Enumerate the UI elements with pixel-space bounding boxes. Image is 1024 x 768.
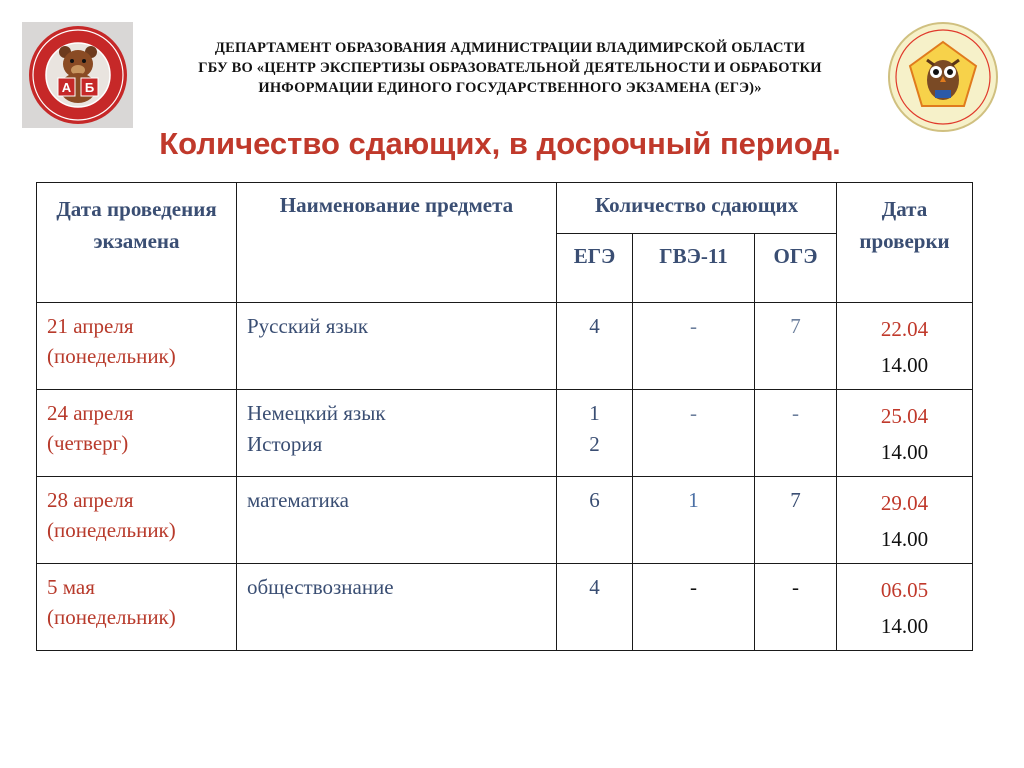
check-date: 25.04 <box>880 404 929 428</box>
exam-weekday: (понедельник) <box>47 518 176 542</box>
ege-count: 4 <box>557 303 633 390</box>
subject-cell <box>237 303 557 390</box>
check-time: 14.00 <box>880 527 929 551</box>
header-participant-count: Количество сдающих <box>557 183 837 234</box>
expertise-center-logo <box>880 20 1006 134</box>
header-ege: ЕГЭ <box>557 234 633 303</box>
header-exam-date: Дата проведения экзамена <box>37 183 237 303</box>
table-row <box>37 564 973 651</box>
header-subject: Наименование предмета <box>237 183 557 303</box>
exam-date: 5 мая <box>47 575 95 599</box>
department-emblem-icon <box>22 22 133 128</box>
gve-count: - <box>633 564 755 651</box>
subject-cell <box>237 477 557 564</box>
header-gve: ГВЭ-11 <box>633 234 755 303</box>
check-date: 29.04 <box>880 491 929 515</box>
check-time: 14.00 <box>880 440 929 464</box>
exam-date-cell <box>37 564 237 651</box>
table-row <box>37 390 973 477</box>
exam-weekday: (понедельник) <box>47 344 176 368</box>
exam-date-cell <box>37 303 237 390</box>
check-date: 22.04 <box>880 317 929 341</box>
owl-icon <box>880 20 1006 134</box>
exam-weekday: (понедельник) <box>47 605 176 629</box>
check-date: 06.05 <box>880 578 929 602</box>
gve-count: - <box>633 303 755 390</box>
ege-count: 1 <box>589 401 600 425</box>
check-cell <box>837 477 973 564</box>
subject-name: математика <box>247 488 349 512</box>
exam-date: 24 апреля <box>47 401 134 425</box>
check-cell <box>837 390 973 477</box>
svg-text:А: А <box>61 80 72 95</box>
subject-cell <box>237 564 557 651</box>
exam-date: 28 апреля <box>47 488 134 512</box>
exam-weekday: (четверг) <box>47 431 129 455</box>
department-logo <box>22 22 133 128</box>
exam-schedule-table <box>36 182 973 651</box>
table-row <box>37 303 973 390</box>
check-time: 14.00 <box>880 614 929 638</box>
subject-cell <box>237 390 557 477</box>
oge-count: 7 <box>755 477 837 564</box>
check-time: 14.00 <box>880 353 929 377</box>
organization-header <box>145 38 875 98</box>
ege-count-cell <box>557 390 633 477</box>
ege-count: 6 <box>557 477 633 564</box>
svg-text:Б: Б <box>84 80 95 95</box>
header-line-2: ГБУ ВО «ЦЕНТР ЭКСПЕРТИЗЫ ОБРАЗОВАТЕЛЬНОЙ ДЕЯТЕЛЬНОСТИ И ОБРАБОТКИ <box>198 60 822 76</box>
table-row <box>37 477 973 564</box>
oge-count: - <box>755 390 837 477</box>
header-line-1: ДЕПАРТАМЕНТ ОБРАЗОВАНИЯ АДМИНИСТРАЦИИ ВЛАДИМИРСКОЙ ОБЛАСТИ <box>214 40 806 56</box>
gve-count: - <box>633 390 755 477</box>
check-cell <box>837 303 973 390</box>
ege-count: 4 <box>557 564 633 651</box>
exam-date-cell <box>37 477 237 564</box>
header-oge: ОГЭ <box>755 234 837 303</box>
check-cell <box>837 564 973 651</box>
exam-date: 21 апреля <box>47 314 134 338</box>
subject-name: Немецкий язык <box>247 401 386 425</box>
oge-count: - <box>755 564 837 651</box>
oge-count: 7 <box>755 303 837 390</box>
slide-title: Количество сдающих, в досрочный период. <box>159 126 841 161</box>
subject-name: История <box>247 432 323 456</box>
ege-count: 2 <box>589 432 600 456</box>
gve-count: 1 <box>633 477 755 564</box>
subject-name: Русский язык <box>247 314 369 338</box>
header-line-3: ИНФОРМАЦИИ ЕДИНОГО ГОСУДАРСТВЕННОГО ЭКЗАМЕНА (ЕГЭ)» <box>258 80 762 96</box>
subject-name: обществознание <box>247 575 394 599</box>
exam-date-cell <box>37 390 237 477</box>
header-check-date: Дата проверки <box>837 183 973 303</box>
